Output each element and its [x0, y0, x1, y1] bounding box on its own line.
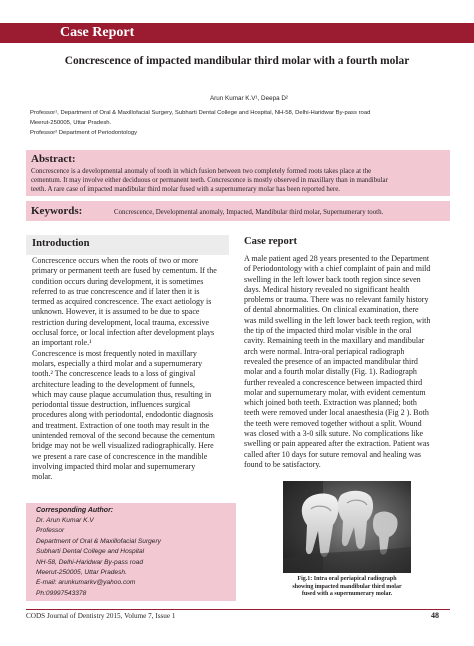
introduction-line: Concrescence is most frequently noted in maxillary	[32, 348, 197, 358]
paper-title: Concrescence of impacted mandibular third molar with a fourth molar	[64, 55, 410, 67]
corresponding-author-line: Meerut-250005, Uttar Pradesh.	[36, 569, 127, 576]
introduction-line: molars, especially a third molar and a supernumerary	[32, 358, 203, 368]
corresponding-author-line: Ph:09997543378	[36, 589, 87, 597]
case-report-line: arch were normal. Intra-oral periapical radiograph	[244, 346, 405, 356]
header-band	[0, 23, 474, 43]
figure-caption-line: Fig.1: Intra oral periapical radiograph	[297, 576, 397, 582]
case-report-line: teeth were removed under local anaesthesia (Fig 2 ). Both	[244, 408, 429, 418]
case-report-line: was mild swelling in the left lower back teeth region, with	[244, 315, 431, 325]
introduction-line: and treatment. Extraction of one tooth may result in the	[32, 420, 210, 430]
corresponding-author-heading: Corresponding Author:	[36, 507, 114, 514]
introduction-line: which may cause plaque accumulation thus, resulting in	[32, 389, 212, 399]
radiograph-image	[283, 481, 411, 573]
affiliation-line: Meerut-250005, Uttar Pradesh.	[30, 120, 112, 126]
abstract-text	[31, 167, 445, 195]
figure-caption-line: fused with a supernumerary molar.	[301, 591, 393, 598]
abstract-line: teeth. A rare case of impacted mandibular third molar fused with a supernumerary molar has been reported here.	[31, 186, 341, 194]
corresponding-author-line: Dr. Arun Kumar K.V	[36, 517, 94, 524]
case-report-line: called after 10 days for suture removal and healing was	[244, 449, 422, 459]
case-report-line: cavity. Remaining teeth in the maxillary and mandibular	[244, 336, 425, 346]
keywords-box	[26, 201, 450, 221]
corresponding-author-box	[26, 503, 236, 601]
case-report-body	[244, 254, 450, 470]
introduction-line: molar.	[32, 472, 53, 482]
case-report-line: swelling in the left lower back tooth region since seven	[244, 274, 421, 284]
authors: Arun Kumar K.V¹, Deepa D²	[209, 95, 288, 102]
introduction-line: bridge may not be well visualized radiographically. Here	[32, 441, 214, 451]
corresponding-author-line: Department of Oral & Maxillofacial Surgery	[36, 537, 161, 545]
affiliation-line: Professor² Department of Periodontology	[30, 130, 138, 136]
figure-caption	[283, 576, 411, 599]
introduction-line: restriction during development, local trauma, excessive	[32, 317, 210, 327]
abstract-line: Concrescence is a developmental anomaly of tooth in which fusion between two completely formed roots takes place at the	[31, 168, 372, 175]
affiliations	[30, 108, 450, 138]
introduction-heading: Introduction	[32, 238, 90, 249]
case-report-line: was closed with a 3-0 silk suture. No complications like	[244, 429, 424, 439]
case-report-line: days. Medical history revealed no significant health	[244, 284, 410, 294]
case-report-line: the tip of the impacted third molar visible in the oral	[244, 326, 412, 336]
case-report-line: which joined both teeth. Extraction was planned; both	[244, 398, 417, 408]
figure-caption-line: showing impacted mandibular third molar	[292, 583, 402, 590]
introduction-line: procedures along with periodontal, endodontic diagnosis	[32, 410, 214, 420]
case-report-line: of dental abnormalities. On clinical examination, there	[244, 305, 419, 315]
corresponding-author-line: E-mail: arunkumarkv@yahoo.com	[36, 579, 136, 587]
page-number: 48	[431, 611, 439, 620]
introduction-line: architecture leading to the development of funnels,	[32, 379, 195, 389]
case-report-line: found to be satisfactory.	[244, 459, 321, 469]
abstract-line: cementum. It may involve either deciduous or permanent teeth. Concrescence is mostly observed in maxillary than in mandibular	[31, 177, 388, 185]
corresponding-author-line: Subharti Dental College and Hospital	[36, 548, 145, 556]
case-report-line: revealed the presence of an impacted mandibular third	[244, 356, 418, 366]
introduction-line: involving impacted third molar and supernumerary	[32, 461, 196, 471]
introduction-line: periodontal tissue destruction, influences surgical	[32, 400, 191, 410]
section-label: Case Report	[60, 25, 135, 40]
affiliation-line: Professor¹, Department of Oral & Maxillofacial Surgery, Subharti Dental College and Hospital, NH-58, Delhi-Haridwar By-pass road	[30, 110, 371, 116]
introduction-line: termed as acquired concrescence. The exact aetiology is	[32, 297, 212, 307]
introduction-line: unknown. However, it is assumed to be due to space	[32, 307, 200, 317]
case-report-line: problems or trauma. There was no relevant family history	[244, 295, 429, 305]
introduction-line: condition occurs during development, it is sometimes	[32, 276, 204, 286]
introduction-body	[32, 256, 231, 483]
introduction-line: tooth.² The concrescence leads to a loss of gingival	[32, 369, 196, 379]
keywords-heading: Keywords:	[31, 205, 83, 217]
footer-rule	[26, 609, 450, 610]
case-report-line: swelling or pain appeared after the extraction. Patient was	[244, 439, 430, 449]
introduction-line: occlusal force, or local infection after development plays	[32, 328, 215, 338]
journal-info: CODS Journal of Dentistry 2015, Volume 7, Issue 1	[26, 612, 176, 620]
introduction-line: an important role.¹	[32, 338, 92, 348]
corresponding-author-line: Professor	[36, 527, 65, 535]
case-report-line: molar and supernumerary molar, with evident cementum	[244, 387, 426, 397]
abstract-heading: Abstract:	[31, 153, 76, 165]
case-report-line: the teeth were removed together without a split. Wound	[244, 418, 422, 428]
case-report-line: of Periodontology with a chief complaint of pain and mild	[244, 264, 431, 274]
case-report-line: further revealed a concrescence between impacted third	[244, 377, 423, 387]
introduction-line: we present a rare case of concrescence in the mandible	[32, 451, 208, 461]
introduction-line: primary or permanent teeth are fused by cementum. If the	[32, 266, 217, 276]
keywords-text: Concrescence, Developmental anomaly, Impacted, Mandibular third molar, Supernumerary tooth.	[114, 209, 384, 216]
corresponding-author-line: NH-58, Delhi-Haridwar By-pass road	[36, 558, 144, 566]
case-report-line: molar and a fourth molar distally (Fig. 1). Radiograph	[244, 367, 417, 377]
introduction-line: referred to as true concrescence and if later then it is	[32, 286, 200, 296]
case-report-line: A male patient aged 28 years presented to the Department	[244, 254, 430, 263]
introduction-line: Concrescence occurs when the roots of two or more	[32, 256, 199, 265]
abstract-box	[26, 150, 450, 196]
introduction-line: unintended removal of the second because the cementum	[32, 431, 215, 441]
case-report-heading: Case report	[244, 236, 298, 247]
